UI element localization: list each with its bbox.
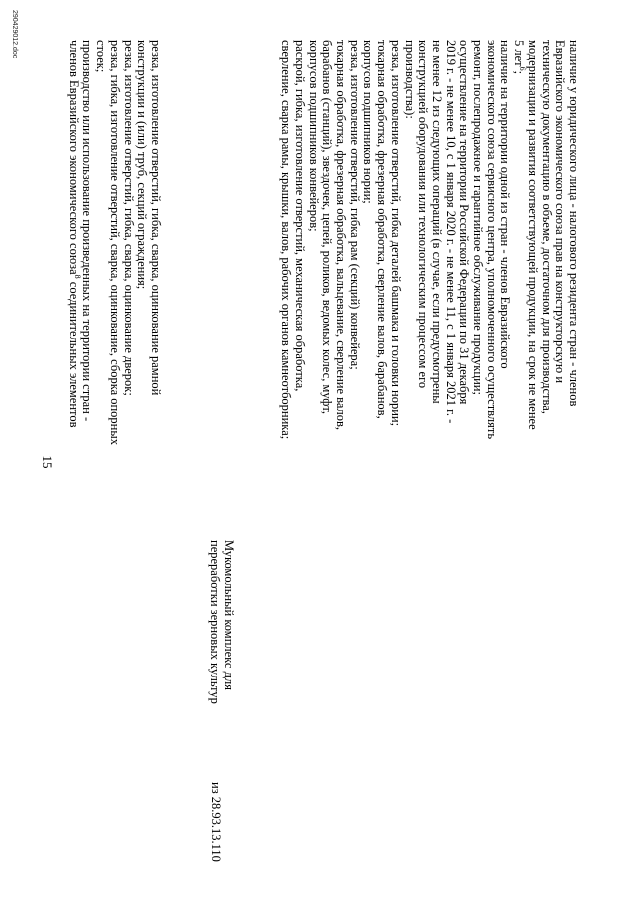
text-line: токарная обработка, фрезерная обработка, вальцевание, сверление валов, <box>334 40 349 431</box>
text-fragment: соединительных элементов <box>66 281 81 428</box>
requirements <box>279 40 580 439</box>
text-fragment: членов Евразийского экономического союза <box>66 40 81 275</box>
text-line: производство или использование произведенных на территории стран - <box>80 40 95 422</box>
text-line: резка, изготовление отверстий, гибка деталей башмака и головки нории; <box>388 40 403 427</box>
text-line: не менее 12 из следующих операций (в случае, если предусмотрены <box>429 40 444 404</box>
text-line: резка, гибка, изготовление отверстий, сварка, оцинкование, сборка опорных <box>107 40 122 446</box>
text-line: переработки зерновых культур <box>208 540 223 704</box>
text-line: модернизации и развития соответствующей продукции, на срок не менее <box>525 40 540 430</box>
text-line: 2019 г. - не менее 10, с 1 января 2020 г. - не менее 11, с 1 января 2021 г. - <box>443 40 458 424</box>
text-line: токарная обработка, фрезерная обработка, сверление валов, барабанов, <box>375 40 390 419</box>
footnote-marker: 8 <box>72 274 82 279</box>
text-line: сверление, сварка рамы, крышки, валов, рабочих органов камнеотборника; <box>279 40 294 440</box>
text-line: наличие на территории одной из стран - членов Евразийского <box>498 40 513 369</box>
page-number: 15 <box>40 455 55 469</box>
text-line: стоек; <box>94 40 109 73</box>
text-line: Мукомольный комплекс для <box>222 540 236 690</box>
text-line: резка, изготовление отверстий, гибка, сварка, оцинкование дверок; <box>121 40 136 396</box>
product-name <box>208 540 235 720</box>
text-line: экономического союза сервисного центра, уполномоченного осуществлять <box>484 40 499 440</box>
text-line: осуществление на территории Российской Федерации по 31 декабря <box>457 40 472 405</box>
text-line: конструкцией оборудования или технологическим процессом его <box>416 40 431 389</box>
text-line: корпусов подшипников нории; <box>361 40 376 204</box>
product-code: из 28.93.13.110 <box>209 782 223 862</box>
text-line <box>511 40 528 439</box>
text-line: производства): <box>402 40 417 119</box>
previous-requirements-continuation <box>66 40 162 570</box>
text-line: техническую документацию в объеме, достаточном для производства, <box>539 40 554 414</box>
text-line: раскрой, гибка, изготовление отверстий, механическая обработка, <box>292 40 307 392</box>
text-line: конструкции и (или) труб, секций ограждения; <box>135 40 150 290</box>
text-line: ремонт, послепродажное и гарантийное обслуживание продукции; <box>471 40 486 395</box>
document-reference: 290429012.doc <box>11 10 18 59</box>
text-line: Евразийского экономического союза прав на конструкторскую и <box>553 40 568 384</box>
footnote-marker: 6 <box>518 66 528 71</box>
text-fragment: ; <box>512 70 527 75</box>
text-line: корпусов подшипников конвейеров; <box>306 40 321 232</box>
text-line <box>66 40 80 570</box>
text-fragment: 5 лет <box>512 40 527 67</box>
text-line: резка, изготовление отверстий, гибка, сварка, оцинкование рамной <box>149 40 163 396</box>
text-line: барабанов (станций), звездочек, цепей, роликов, ведомых колес, муфт, <box>320 40 335 415</box>
text-line: наличие у юридического лица - налогового резидента стран - членов <box>567 40 581 407</box>
text-line: резка, изготовление отверстий, гибка рам (секций) конвейера; <box>347 40 362 370</box>
